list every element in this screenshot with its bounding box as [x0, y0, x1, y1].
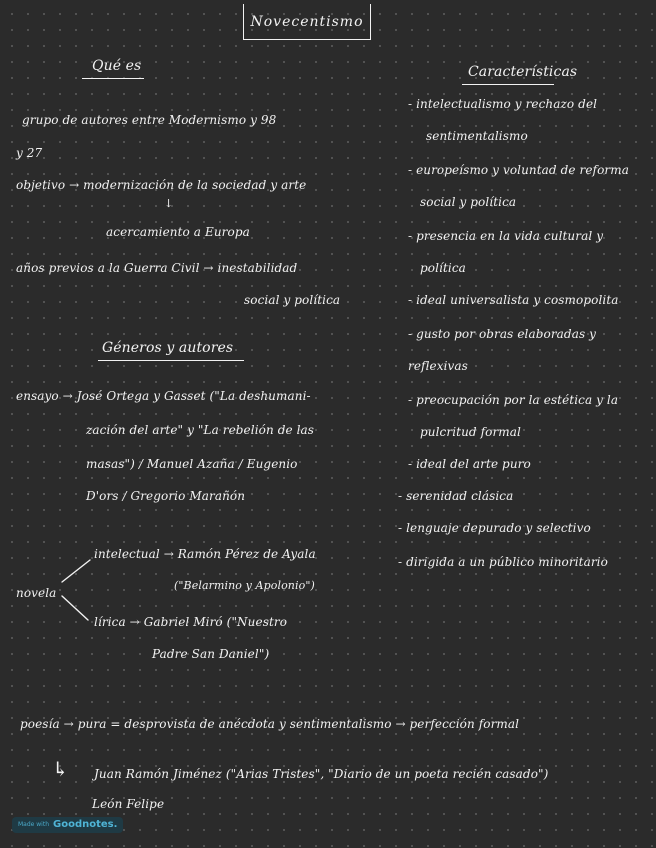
- que-es-line-3: objetivo → modernización de la sociedad y arte: [16, 178, 307, 192]
- caract-line-10: - preocupación por la estética y la: [408, 393, 619, 407]
- jimenez-line: Juan Ramón Jiménez ("Arias Tristes", "Diario de un poeta recién casado"): [94, 767, 549, 781]
- que-es-line-2: y 27: [16, 146, 43, 160]
- caract-line-7: - ideal universalista y cosmopolita: [408, 293, 619, 307]
- caract-line-8: - gusto por obras elaboradas y: [408, 327, 597, 341]
- generos-underline: [98, 360, 244, 361]
- que-es-line-1: grupo de autores entre Modernismo y 98: [22, 113, 277, 127]
- lirica-line-2: Padre San Daniel"): [152, 647, 270, 661]
- felipe-line: León Felipe: [92, 797, 165, 811]
- que-es-line-5: años previos a la Guerra Civil → inestabilidad: [16, 261, 298, 275]
- caract-line-6: política: [420, 261, 466, 275]
- down-arrow-icon: ↓: [164, 197, 174, 210]
- caract-line-9: reflexivas: [408, 359, 468, 373]
- caract-line-2: sentimentalismo: [426, 129, 528, 143]
- ensayo-line-2: zación del arte" y "La rebelión de las: [86, 423, 315, 437]
- que-es-heading: Qué es: [92, 58, 142, 74]
- lirica-line-1: lírica → Gabriel Miró ("Nuestro: [94, 615, 288, 629]
- caract-line-14: - lenguaje depurado y selectivo: [398, 521, 591, 535]
- que-es-line-6: social y política: [244, 293, 341, 307]
- page-title: Novecentismo: [243, 4, 371, 40]
- intelectual-line-2: ("Belarmino y Apolonio"): [174, 579, 315, 592]
- caract-line-1: - intelectualismo y rechazo del: [408, 97, 598, 111]
- goodnotes-watermark: [12, 817, 123, 833]
- que-es-line-4: acercamiento a Europa: [106, 225, 250, 239]
- caract-line-11: pulcritud formal: [420, 425, 521, 439]
- ensayo-line-1: ensayo → José Ortega y Gasset ("La deshumani-: [16, 389, 311, 403]
- return-arrow-icon: ↳: [52, 757, 69, 781]
- caract-line-3: - europeísmo y voluntad de reforma: [408, 163, 629, 177]
- watermark-made-with: Made with: [18, 821, 49, 828]
- caract-line-5: - presencia en la vida cultural y: [408, 229, 604, 243]
- novela-label: novela: [16, 586, 57, 600]
- caracteristicas-underline: [462, 84, 554, 85]
- caract-line-13: - serenidad clásica: [398, 489, 514, 503]
- poesia-line: poesía → pura = desprovista de anécdota y sentimentalismo → perfección formal: [20, 717, 520, 731]
- generos-heading: Géneros y autores: [102, 340, 234, 356]
- ensayo-line-3: masas") / Manuel Azaña / Eugenio: [86, 457, 298, 471]
- caracteristicas-heading: Características: [468, 64, 578, 80]
- caract-line-4: social y política: [420, 195, 517, 209]
- caract-line-12: - ideal del arte puro: [408, 457, 531, 471]
- intelectual-line-1: intelectual → Ramón Pérez de Ayala: [94, 547, 316, 561]
- watermark-brand-name: Goodnotes.: [53, 819, 118, 830]
- caract-line-15: - dirigida a un público minoritario: [398, 555, 608, 569]
- ensayo-line-4: D'ors / Gregorio Marañón: [86, 489, 246, 503]
- que-es-underline: [82, 78, 144, 79]
